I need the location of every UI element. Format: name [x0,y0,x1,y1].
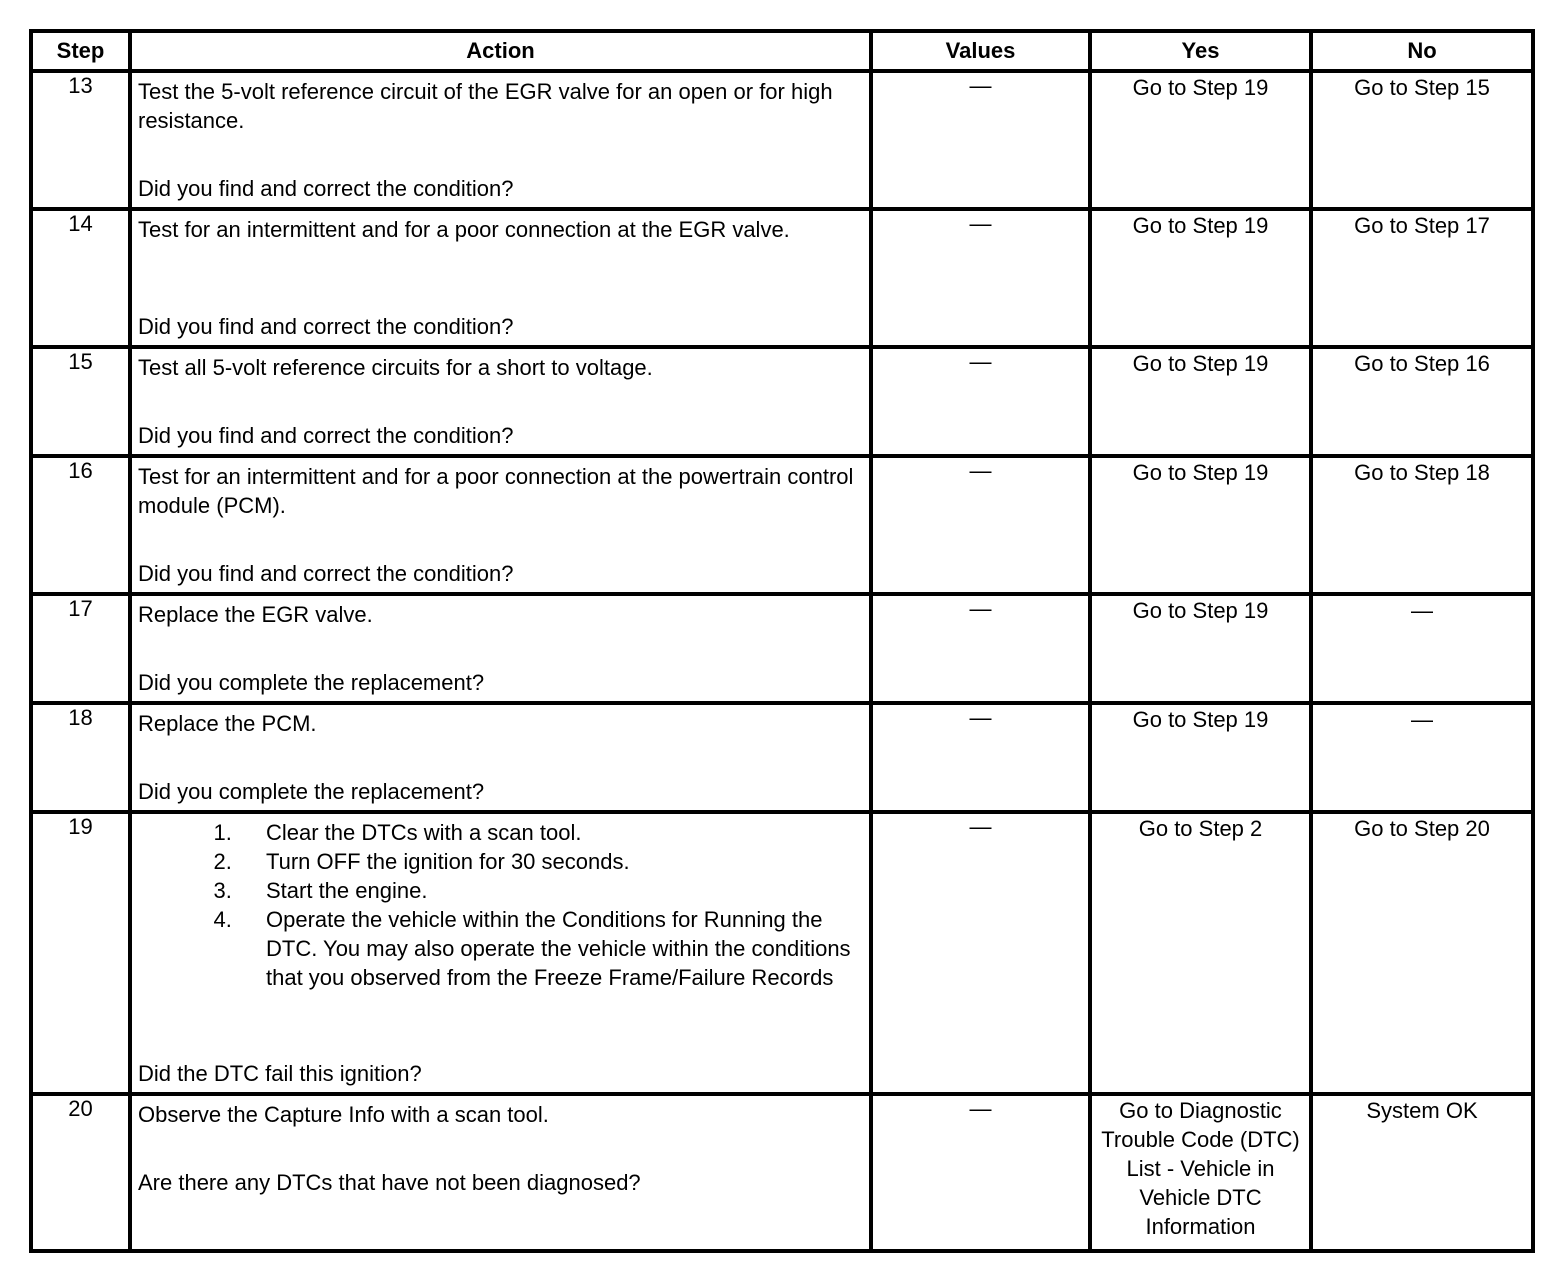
list-item: 3. Start the engine. [238,876,863,905]
list-item: 1. Clear the DTCs with a scan tool. [238,818,863,847]
yes-cell: Go to Step 2 [1090,812,1311,1094]
table-row [31,1094,1533,1251]
header-yes: Yes [1090,31,1311,71]
action-text: Test for an intermittent and for a poor connection at the EGR valve. [138,217,790,242]
header-values: Values [871,31,1090,71]
action-question: Did you find and correct the condition? [138,423,514,448]
action-cell [130,456,871,594]
values-cell: — [871,71,1090,209]
values-cell: — [871,812,1090,1094]
table-row [31,209,1533,347]
step-number: 17 [31,594,130,703]
values-cell: — [871,456,1090,594]
action-text: Test for an intermittent and for a poor connection at the powertrain control module (PCM). [138,464,854,518]
step-number: 20 [31,1094,130,1251]
list-item: 4. Operate the vehicle within the Conditions for Running the DTC. You may also operate the vehicle within the conditions that you observed from the Freeze Frame/Failure Records [238,905,863,992]
action-text: Replace the EGR valve. [138,602,373,627]
header-row [31,31,1533,71]
action-cell [130,209,871,347]
yes-cell: Go to Step 19 [1090,594,1311,703]
values-cell: — [871,1094,1090,1251]
table-row [31,456,1533,594]
diagnostic-table [29,29,1535,1253]
action-text: Replace the PCM. [138,711,317,736]
header-action: Action [130,31,871,71]
values-cell: — [871,594,1090,703]
table-row [31,812,1533,1094]
no-cell: — [1311,594,1533,703]
action-question: Did the DTC fail this ignition? [138,1061,422,1086]
action-question: Did you find and correct the condition? [138,176,514,201]
no-cell: Go to Step 15 [1311,71,1533,209]
yes-cell: Go to Step 19 [1090,209,1311,347]
no-cell: Go to Step 20 [1311,812,1533,1094]
header-no: No [1311,31,1533,71]
table-row [31,347,1533,456]
table-row [31,594,1533,703]
step-number: 14 [31,209,130,347]
action-step-list [138,818,863,992]
step-number: 15 [31,347,130,456]
yes-cell: Go to Step 19 [1090,703,1311,812]
action-question: Did you complete the replacement? [138,779,485,804]
yes-cell: Go to Diagnostic Trouble Code (DTC) List - Vehicle in Vehicle DTC Information [1090,1094,1311,1251]
action-text: Observe the Capture Info with a scan tool. [138,1102,549,1127]
table-row [31,703,1533,812]
values-cell: — [871,347,1090,456]
step-number: 16 [31,456,130,594]
no-cell: Go to Step 17 [1311,209,1533,347]
action-cell [130,1094,871,1251]
no-cell: — [1311,703,1533,812]
action-question: Did you find and correct the condition? [138,314,514,339]
action-text: Test the 5-volt reference circuit of the EGR valve for an open or for high resistance. [138,79,833,133]
header-step: Step [31,31,130,71]
step-number: 19 [31,812,130,1094]
no-cell: System OK [1311,1094,1533,1251]
action-text: Test all 5-volt reference circuits for a short to voltage. [138,355,653,380]
no-cell: Go to Step 16 [1311,347,1533,456]
yes-cell: Go to Step 19 [1090,71,1311,209]
action-question: Did you complete the replacement? [138,670,485,695]
action-cell [130,71,871,209]
action-cell [130,812,871,1094]
yes-cell: Go to Step 19 [1090,456,1311,594]
values-cell: — [871,209,1090,347]
table-row [31,71,1533,209]
values-cell: — [871,703,1090,812]
yes-cell: Go to Step 19 [1090,347,1311,456]
list-item: 2. Turn OFF the ignition for 30 seconds. [238,847,863,876]
action-cell [130,347,871,456]
step-number: 18 [31,703,130,812]
action-question: Are there any DTCs that have not been diagnosed? [138,1170,641,1195]
action-question: Did you find and correct the condition? [138,561,514,586]
action-cell [130,594,871,703]
step-number: 13 [31,71,130,209]
no-cell: Go to Step 18 [1311,456,1533,594]
action-cell [130,703,871,812]
